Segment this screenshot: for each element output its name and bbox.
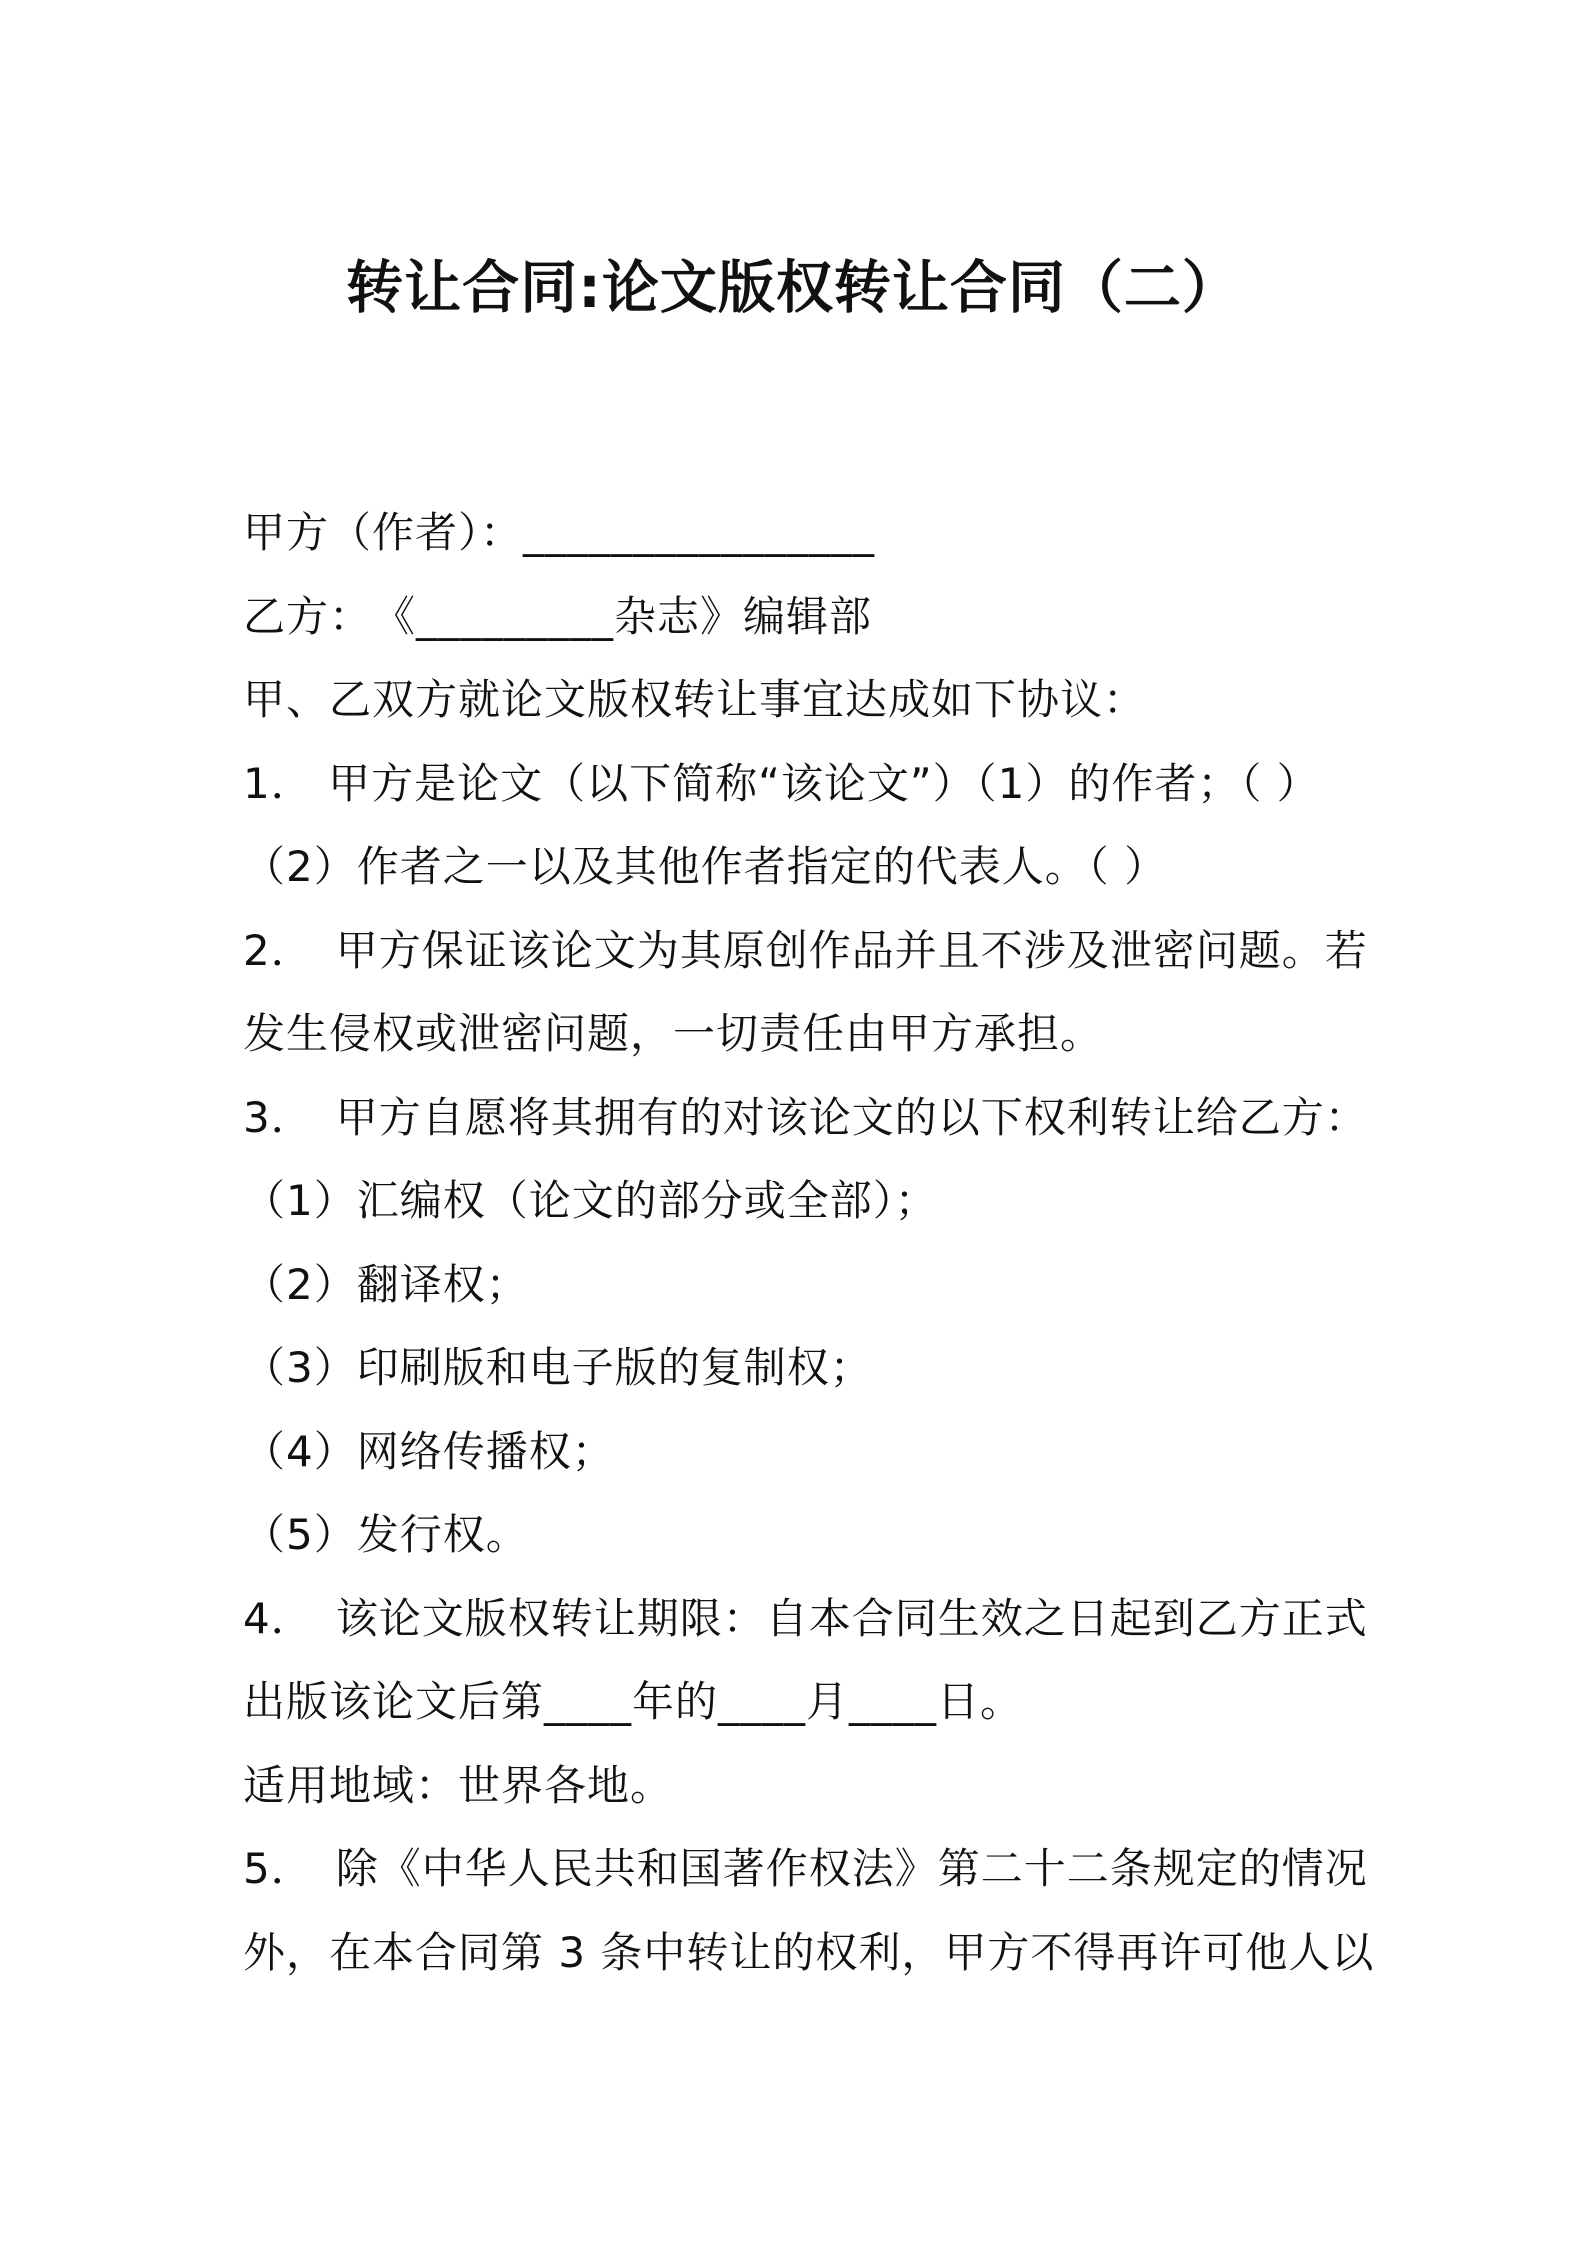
clause-1-line-2: （2）作者之一以及其他作者指定的代表人。（ ） bbox=[243, 842, 1168, 891]
document-title: 转让合同:论文版权转让合同（二） bbox=[346, 255, 1240, 321]
clause-5-line-1: 5． 除《中华人民共和国著作权法》第二十二条规定的情况 bbox=[243, 1844, 1368, 1893]
clause-1-line-1: 1． 甲方是论文（以下简称“该论文”）（1）的作者；（ ） bbox=[243, 758, 1320, 808]
clause-3-item-1: （1）汇编权（论文的部分或全部）； bbox=[243, 1176, 938, 1225]
agreement-intro: 甲、乙双方就论文版权转让事宜达成如下协议： bbox=[243, 675, 1147, 724]
clause-3-item-2: （2）翻译权； bbox=[243, 1259, 529, 1309]
clause-3-line-1: 3． 甲方自愿将其拥有的对该论文的以下权利转让给乙方： bbox=[243, 1092, 1368, 1142]
clause-4-line-2: 出版该论文后第____年的____月____日。 bbox=[243, 1677, 1024, 1726]
party-a-line: 甲方（作者）：________________ bbox=[243, 508, 876, 557]
party-b-line: 乙方： 《_________杂志》编辑部 bbox=[243, 591, 873, 641]
document-body bbox=[243, 491, 1375, 1994]
clause-2-line-1: 2． 甲方保证该论文为其原创作品并且不涉及泄密问题。若 bbox=[243, 925, 1368, 975]
clause-3-item-3: （3）印刷版和电子版的复制权； bbox=[243, 1343, 873, 1392]
clause-2-line-2: 发生侵权或泄密问题，一切责任由甲方承担。 bbox=[243, 1009, 1104, 1058]
clause-3-item-4: （4）网络传播权； bbox=[243, 1426, 615, 1476]
clause-3-item-5: （5）发行权。 bbox=[243, 1510, 529, 1559]
territory-line: 适用地域：世界各地。 bbox=[243, 1760, 674, 1810]
clause-4-line-1: 4． 该论文版权转让期限：自本合同生效之日起到乙方正式 bbox=[243, 1593, 1368, 1643]
clause-5-line-2: 外，在本合同第 3 条中转让的权利，甲方不得再许可他人以 bbox=[243, 1927, 1375, 1977]
